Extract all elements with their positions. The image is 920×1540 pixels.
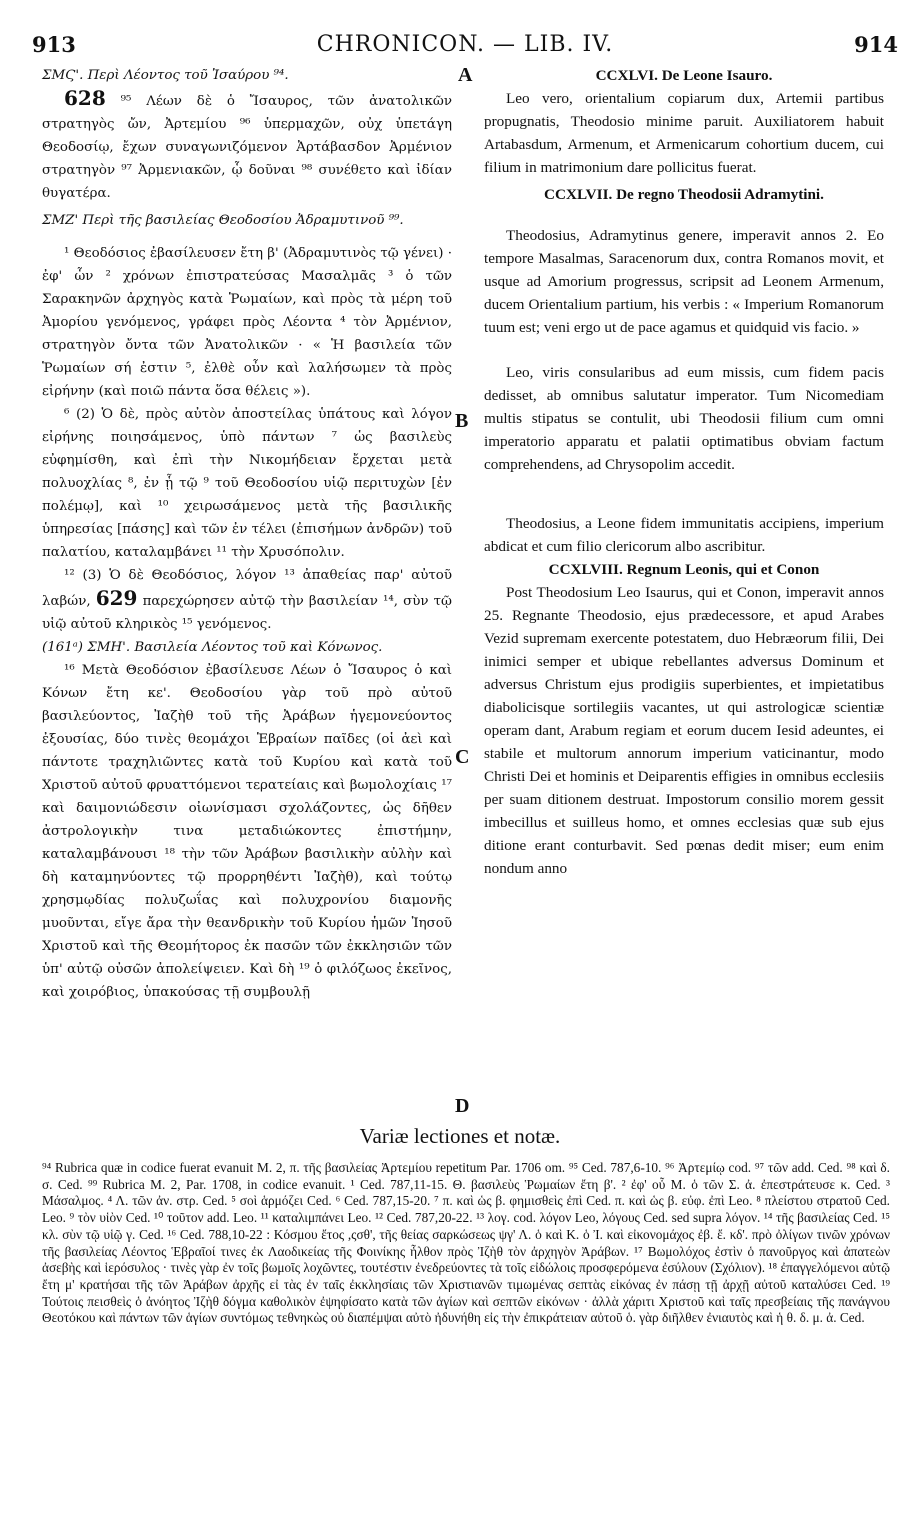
latin-paragraph-3: Leo, viris consularibus ad eum missis, cum fidem pacis dedisset, ab omnibus salutatur imperator. Tum Nicomediam multis stipatus se contulit, ubi Theodosii filium cum omni imperatorio apparatu et palatii optimatibus obviam factum comprehendens, ad Chrysopolim accedit. [484,364,884,473]
page-number-left: 913 [32,32,76,57]
greek-paragraph-1 [42,87,452,205]
latin-paragraph-5: Post Theodosium Leo Isaurus, qui et Conon, imperavit annos 25. Regnante Theodosio, ejus prædecessore, et apud Arabes Vezid supremam exercente potestatem, duo Hebræorum filii, Dei inimici semper et ubique rebellantes adversus Dominum et adversus Christum ejus prodigiis superbientes, et impietatibus diabolicisque sortilegiis vacantes, ut qui astrologicæ scientiæ operam dant, Arabum regiam et eorum ducem Iesid adeuntes, ei stabile et multorum annorum imperium vaticinantur, modo Christi Dei et hominis et Deiparentis effigies in omnibus ecclesiis per suam ditionem destruat. Impostorum consilio morem gessit imbecillus et suilleus homo, et omnes ecclesias quæ sub ejus ditione erant conturbavit. Sed pœnas dedit miser; eum enim nondum anno [484,584,884,877]
margin-letter-a: A [458,64,473,86]
greek-paragraph-2: ¹ Θεοδόσιος ἐβασίλευσεν ἔτη β' (Ἀδραμυτινὸς τῷ γένει) · ἐφ' ὧν ² χρόνων ἐπιστρατεύσας Μασαλμᾶς ³ ὁ τῶν Σαρακηνῶν ἀρχηγὸς κατὰ Ῥωμαίων, καὶ πρὸς τὰ μέρη τοῦ Ἀμορίου γενόμενος, γράφει πρὸς Λέοντα ⁴ τὸν Ἀρμένιον, στρατηγὸν ὄντα τῶν Ἀνατολικῶν · « Ἡ βασιλεία τῶν Ῥωμαίων σή ἐστιν ⁵, ἐλθὲ οὖν καὶ λαλήσωμεν τὰ πρὸς εἰρήνην (καὶ ποιῶ πάντα ὅσα θέλεις »). [42,246,452,399]
notes-title: Variæ lectiones et notæ. [359,1124,561,1148]
greek-paragraph-3: ⁶ (2) Ὁ δὲ, πρὸς αὐτὸν ἀποστείλας ὑπάτους καὶ λόγον εἰρήνης ποιησάμενος, ὑπὸ πάντων ⁷ ὡς βασιλεὺς εὐφημίσθη, καὶ ἐπὶ τὴν Νικομήδειαν ἔρχεται μετὰ πολυοχλίας ⁸, ἐν ᾗ τῷ ⁹ τοῦ Θεοδοσίου υἱῷ περιτυχὼν [ἐν πολέμῳ], καὶ ¹⁰ χειρωσάμενος μετὰ τῆς βασιλικῆς ὑπηρεσίας [πάσης] καὶ τῶν ἐν τέλει (ἐπισήμων ἀνδρῶν) τοῦ παλατίου, καταλαμβάνει ¹¹ τὴν Χρυσόπολιν. [42,407,452,560]
greek-paragraph-4b: παρεχώρησεν αὐτῷ τὴν βασιλείαν ¹⁴, σὺν τῷ υἱῷ αὐτοῦ κληρικὸς ¹⁵ γενόμενος. [42,594,452,632]
page-number-right: 914 [854,32,898,57]
running-header [32,32,898,62]
latin-paragraph-2: Theodosius, Adramytinus genere, imperavit annos 2. Eo tempore Masalmas, Saracenorum dux, contra Romanos movit, et usque ad Amorium progressus, scripsit ad Leonem Armenum, ducem Orientalium partium, his verbis : « Imperium Romanorum tuum est; veni ergo ut de pace agamus et quidquid vis facio. » [484,227,884,336]
greek-paragraph-5: ¹⁶ Μετὰ Θεοδόσιον ἐβασίλευσε Λέων ὁ Ἴσαυρος ὁ καὶ Κόνων ἔτη κε'. Θεοδοσίου γὰρ τοῦ πρὸ αὐτοῦ βασιλεύοντος, Ἰαζὴθ τοῦ τῆς Ἀράβων ἡγεμονεύοντος ἐξουσίας, δύο τινὲς θεομάχοι Ἑβραίων παῖδες (οἱ ἀεὶ καὶ πάντοτε τραχηλιῶντες κατὰ τοῦ Κυρίου καὶ κατὰ τοῦ Χριστοῦ αὐτοῦ φρυαττόμενοι τερατείαις καὶ βωμολοχίαις ¹⁷ καὶ δαιμονιώδεσιν οἰωνίσμασι σχολάζοντες, ὡς δῆθεν ἀστρολογικὴν τινα μεταδιώκοντες ἐπιστήμην, καταλαμβάνουσι ¹⁸ τὴν τῶν Ἀράβων βασιλικὴν αὐλὴν καὶ δὴ καταμηνύοντες τῷ προρρηθέντι Ἰαζὴθ), καὶ τούτῳ χρησμῳδίας πολυζωΐας καὶ πολυχρονίου διαμονῆς μυοῦνται, εἴγε ἄρα τὴν θεανδρικὴν τοῦ Κυρίου ἡμῶν Ἰησοῦ Χριστοῦ καὶ τῆς Θεομήτορος ἐκ πασῶν τῶν ἐκκλησιῶν τῶν ὑπ' αὐτῷ οὐσῶν ἀπολείψειεν. Καὶ δὴ ¹⁹ ὁ φιλόζωος ἐκεῖνος, καὶ χοιρόβιος, ὑπακούσας τῇ συμβουλῇ [42,663,452,1000]
running-title: CHRONICON. — LIB. IV. [316,32,614,57]
margin-page-number-628: 628 [64,86,106,110]
greek-paragraph-1-text: ⁹⁵ Λέων δὲ ὁ Ἴσαυρος, τῶν ἀνατολικῶν στρατηγὸς ὤν, Ἀρτεμίου ⁹⁶ ὑπερμαχῶν, οὐχ ὑπετάγη Θεοδοσίῳ, ἔχων συναγωνιζόμενον Ἀρτάβασδον Ἀρμένιον στρατηγὸν ⁹⁷ Ἀρμενιακῶν, ᾧ δοῦναι ⁹⁸ συνέθετο καὶ ἰδίαν θυγατέρα. [42,94,452,201]
margin-letter-b: B [455,410,469,432]
latin-rubric-246: CCXLVI. De Leone Isauro. [595,67,773,84]
notes-block [42,1160,890,1327]
margin-page-number-629: 629 [95,586,138,610]
margin-letter-c: C [455,746,470,768]
notes-text: ⁹⁴ Rubrica quæ in codice fuerat evanuit M. 2, π. τῆς βασιλείας Ἀρτεμίου repetitum Par. 1706 om. ⁹⁵ Ced. 787,6-10. ⁹⁶ Ἀρτεμίῳ cod. ⁹⁷ τῶν add. Ced. ⁹⁸ καὶ δ. σ. Ced. ⁹⁹ Rubrica M. 2, Par. 1708, in codice evanuit. ¹ Ced. 787,11-15. Θ. βασιλεὺς Ῥωμαίων ἔτη β'. ² ἐφ' οὗ Μ. ὁ τῶν Σ. ἀ. ἐπεστράτευσε κ. Ced. ³ Μάσαλμος. ⁴ Λ. τῶν ἀν. στρ. Ced. ⁵ σοὶ ἁρμόζει Ced. ⁶ Ced. 787,15-20. ⁷ π. καὶ ὡς β. φημισθεὶς ἐπὶ Ced. π. καὶ ὡς β. εὐφ. ἐπὶ Leo. ⁸ πλείστου στρατοῦ Ced. Leo. ⁹ τὸν υἱὸν Ced. ¹⁰ τοῦτον add. Leo. ¹¹ καταλιμπάνει Leo. ¹² Ced. 787,20-22. ¹³ λογ. cod. λόγον Leo, λόγους Ced. sed supra λόγον. ¹⁴ τῆς βασιλείας Ced. ¹⁵ κλ. σὺν τῷ υἱῷ γ. Ced. ¹⁶ Ced. 788,10-22 : Κόσμου ἔτος ,ςσθ', τῆς θείας σαρκώσεως ψγ' Λ. ὁ καὶ Κ. ὁ Ἰ. καὶ εἰκονομάχος ἐβ. ἔ. κδ'. πρὸ ὀλίγων τινῶν χρόνων τῆς βασιλείας Λέοντος Ἑβραῖοί τινες ἐκ Λαοδικείας τῆς Φοινίκης ἦλθον πρὸς Ἰζὴθ τὸν ἀρχηγὸν Ἀράβων. ¹⁷ Βωμολόχος ἐστὶν ὁ πανοῦργος καὶ ἀπατεὼν ἀσεβὴς καὶ ἱερόσυλος · τινὲς γὰρ ἐν τοῖς βωμοῖς λοχῶντες, τουτέστιν ἐνεδρεύοντες τὰ τοῖς εἰδώλοις προσφερόμενα ἐσύλουν (Σχόλιον). ¹⁸ ἐπαγγελόμενοι αὐτῷ ἔτη μ' κρατήσαι τῆς τῶν Ἀράβων ἀρχῆς εἰ τὰς ἐν ταῖς ἐκκλησίαις τῶν Χριστιανῶν τιμωμένας σεπτὰς εἰκόνας ἐν πάσῃ τῇ ἀρχῇ αὐτοῦ καταλύσει Ced. ¹⁹ Τούτοις πεισθεὶς ὁ ἀνόητος Ἰζὴθ δόγμα καθολικὸν ἐψηφίσατο κατὰ τῶν ἁγίων καὶ σεπτῶν εἰκόνων · ἀλλὰ χάριτι Χριστοῦ καὶ ταῖς πρεσβείαις τῆς πανάγνου Θεοτόκου καὶ πάντων τῶν ἁγίων συντόμως τεθνηκὼς οὐ διαπέμψαι αὐτὸ ἠδυνήθη εἰς τὴν ἐπικράτειαν αὐτοῦ ὁ. γὰρ διῆλθεν ἐνιαυτὸς καὶ ἡ θ. δ. μ. ἀ. Ced. [42,1160,890,1326]
greek-paragraph-4a: ¹² (3) Ὁ δὲ Θεοδόσιος, λόγον ¹³ ἀπαθείας παρ' αὐτοῦ λαβών, [42,568,452,609]
greek-rubric-247: ΣΜΖ' Περὶ τῆς βασιλείας Θεοδοσίου Ἀδραμυτινοῦ ⁹⁹. [42,213,404,228]
greek-rubric-248: (161ᵃ) ΣΜΗ'. Βασιλεία Λέοντος τοῦ καὶ Κόνωνος. [42,640,383,655]
greek-column [42,64,452,1004]
latin-paragraph-1: Leo vero, orientalium copiarum dux, Artemii partibus propugnatis, Theodosio minime paruit. Auxiliatorem habuit Artabasdum, Armenum, et Armenicarum cohortium ducem, cui filium in matrimonium dare pollicitus fuerat. [484,90,884,176]
latin-rubric-247: CCXLVII. De regno Theodosii Adramytini. [544,186,824,203]
latin-column [484,64,884,880]
latin-paragraph-4: Theodosius, a Leone fidem immunitatis accipiens, imperium abdicat et cum filio clericorum albo ascribitur. [484,515,884,555]
greek-rubric-246: ΣΜϚ'. Περὶ Λέοντος τοῦ Ἰσαύρου ⁹⁴. [42,68,289,83]
margin-letter-d: D [455,1095,470,1117]
latin-rubric-248: CCXLVIII. Regnum Leonis, qui et Conon [548,561,820,578]
greek-paragraph-4 [42,564,452,636]
